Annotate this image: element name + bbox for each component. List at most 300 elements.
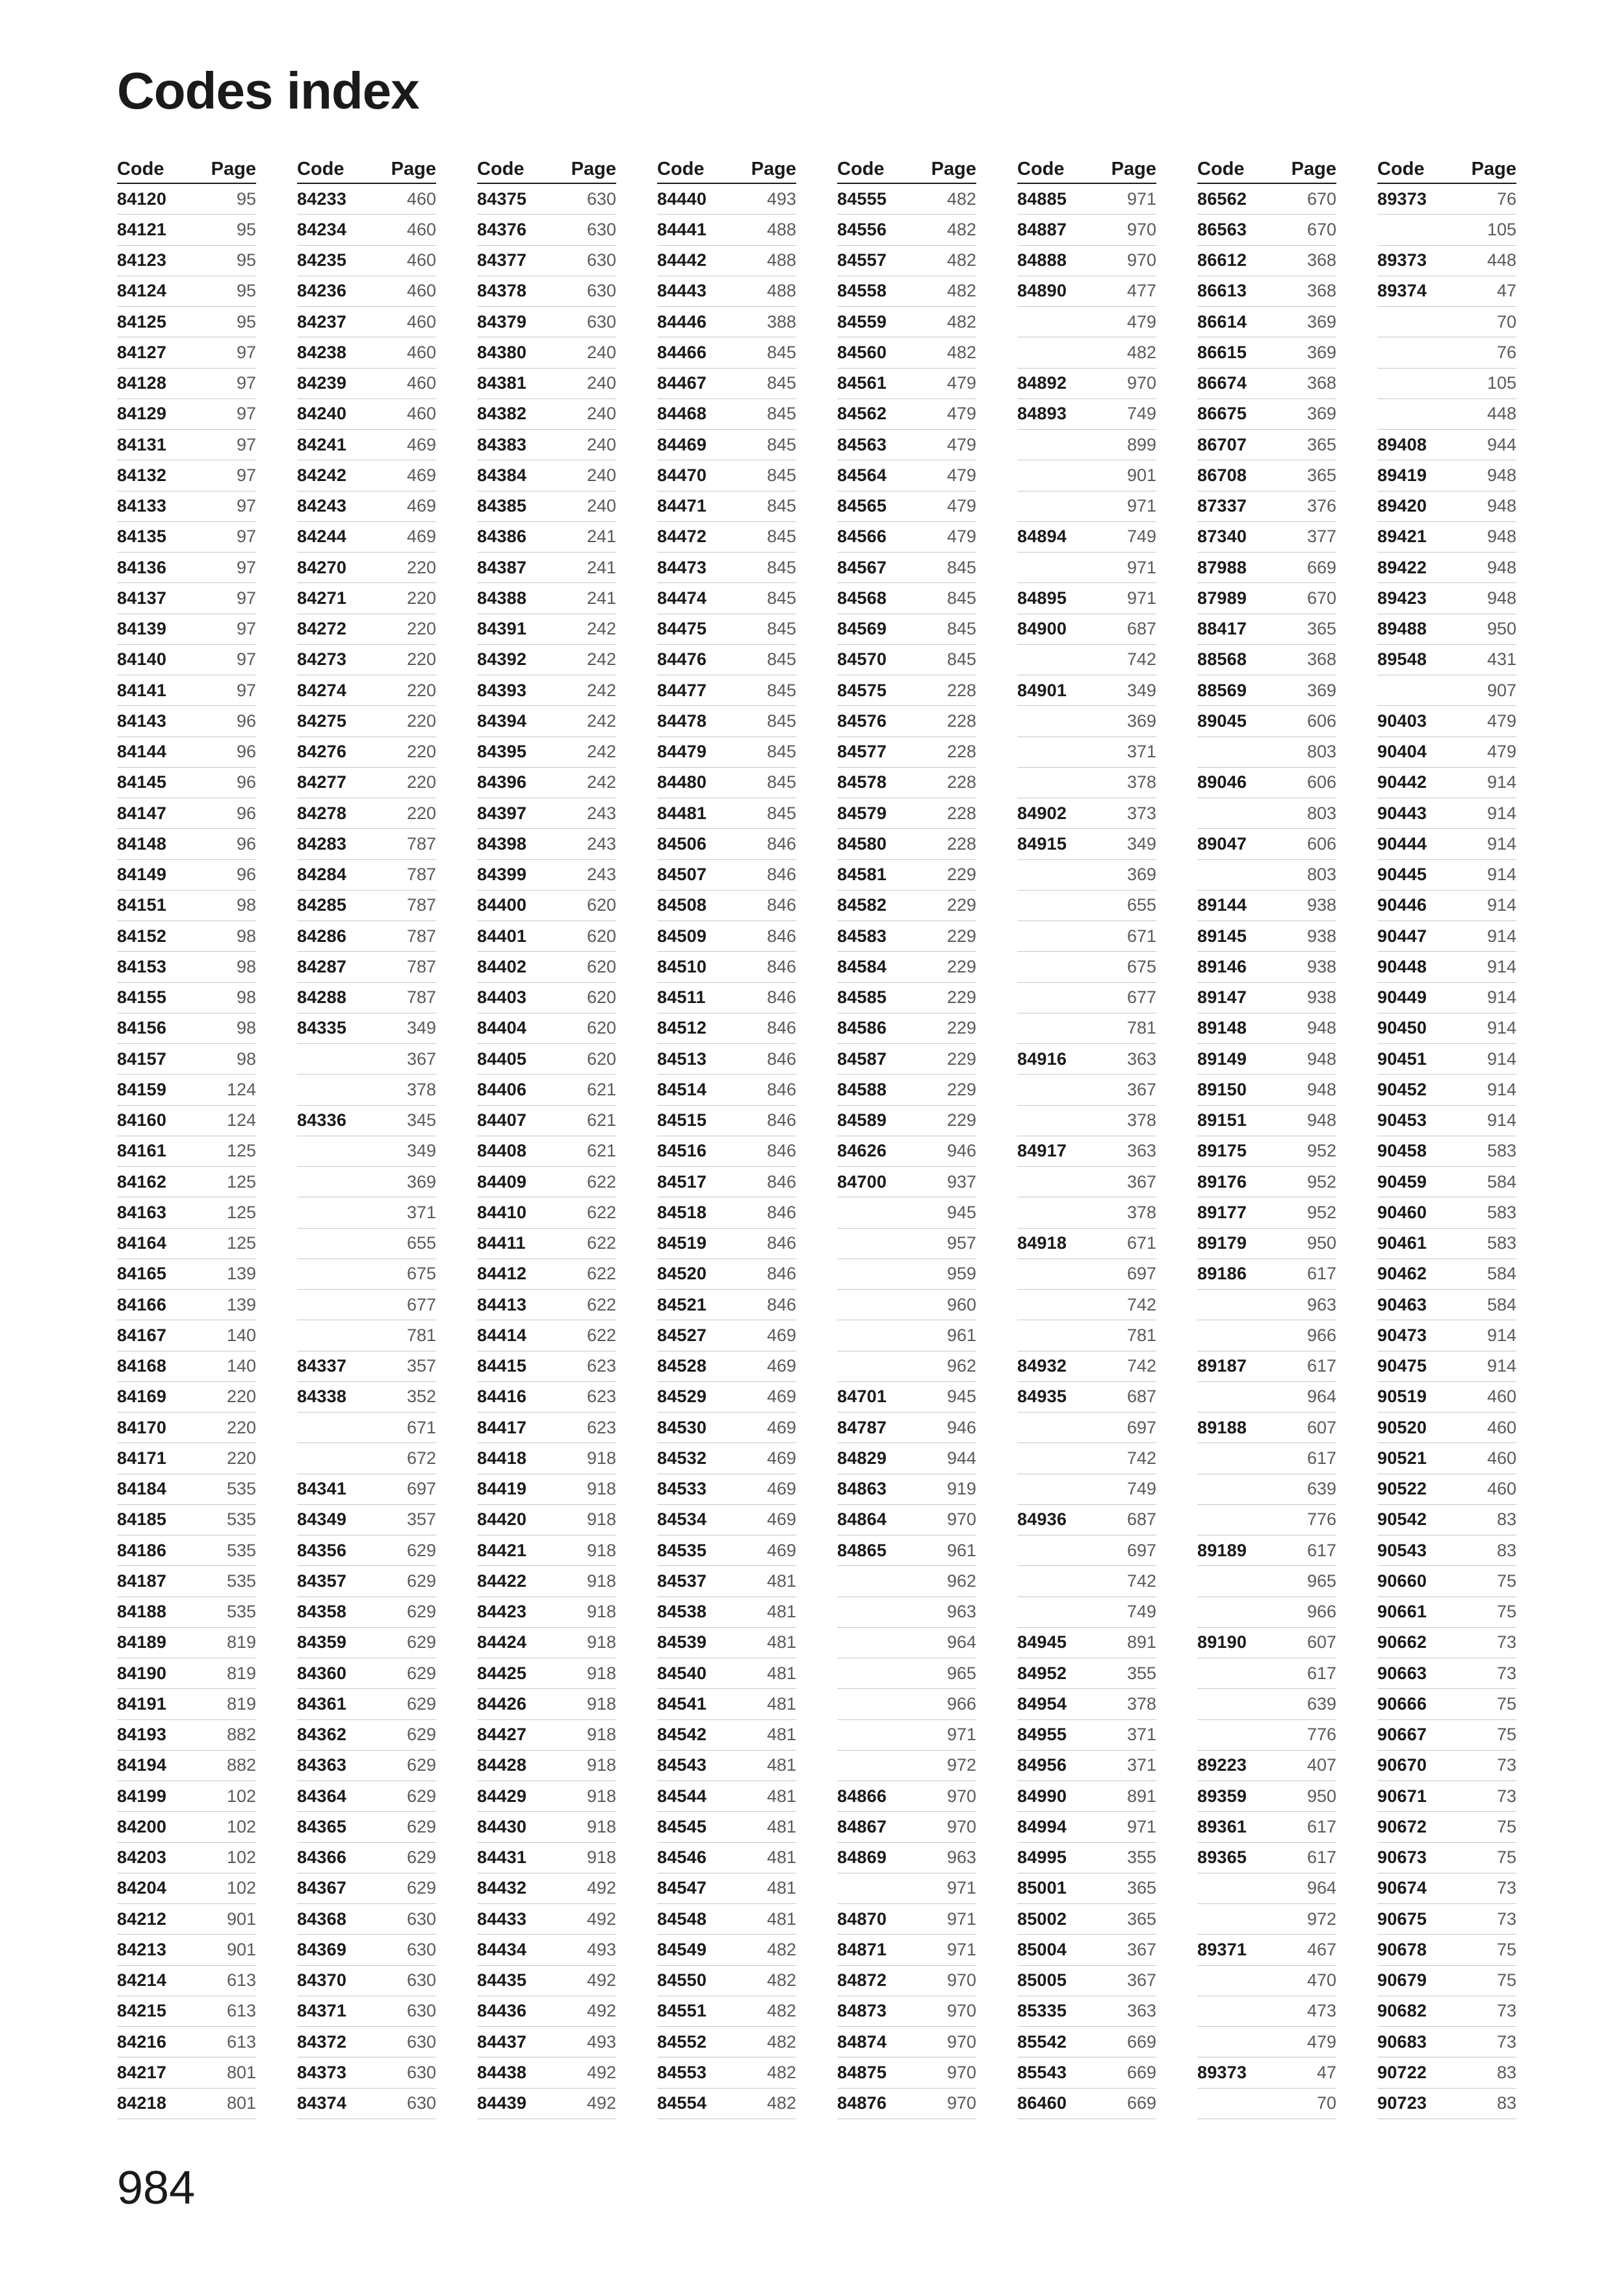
page-cell: 535 — [226, 1571, 256, 1591]
code-cell: 84186 — [117, 1540, 167, 1560]
code-cell: 84372 — [297, 2031, 347, 2052]
table-row — [1377, 1935, 1516, 1965]
page-cell: 240 — [586, 373, 616, 393]
code-cell: 84895 — [1017, 588, 1067, 608]
table-row — [837, 1535, 976, 1566]
page-cell: 971 — [1126, 588, 1156, 608]
table-row — [1017, 1474, 1156, 1505]
code-cell: 90723 — [1377, 2093, 1427, 2113]
code-cell: 84148 — [117, 833, 167, 854]
code-cell: 90520 — [1377, 1417, 1427, 1437]
table-row — [1197, 430, 1336, 460]
table-row — [657, 1720, 796, 1751]
code-cell: 84410 — [477, 1202, 527, 1222]
page-cell: 803 — [1306, 865, 1336, 885]
table-row — [297, 1197, 436, 1228]
page-cell: 125 — [226, 1141, 256, 1161]
table-row — [477, 1843, 616, 1873]
code-cell: 90678 — [1377, 1939, 1427, 1959]
code-cell: 86674 — [1197, 373, 1247, 393]
table-row — [1377, 614, 1516, 645]
table-row — [297, 369, 436, 399]
code-cell: 87337 — [1197, 496, 1247, 516]
table-row — [837, 1720, 976, 1751]
table-row — [297, 1658, 436, 1689]
page-cell: 76 — [1496, 189, 1516, 209]
page-cell: 697 — [406, 1479, 436, 1499]
table-row — [297, 1075, 436, 1105]
page-cell: 460 — [406, 311, 436, 332]
page-cell: 963 — [1306, 1294, 1336, 1314]
table-row — [837, 1320, 976, 1351]
table-row — [117, 1812, 256, 1842]
code-cell: 84153 — [117, 956, 167, 976]
code-cell: 89147 — [1197, 987, 1247, 1008]
table-row — [837, 614, 976, 645]
page-cell: 470 — [1306, 1970, 1336, 1990]
table-row — [1197, 1259, 1336, 1290]
page-cell: 240 — [586, 496, 616, 516]
code-cell: 84149 — [117, 865, 167, 885]
table-row — [657, 921, 796, 952]
table-row — [477, 1290, 616, 1320]
page-cell: 846 — [766, 895, 796, 915]
page-cell: 47 — [1316, 2062, 1336, 2082]
table-row — [1017, 860, 1156, 891]
code-cell: 90522 — [1377, 1479, 1427, 1499]
table-row — [837, 337, 976, 368]
page-cell: 378 — [1126, 1110, 1156, 1130]
table-row — [837, 798, 976, 829]
table-row — [117, 307, 256, 337]
code-cell: 84583 — [837, 926, 887, 946]
table-row — [477, 1167, 616, 1197]
code-cell: 84416 — [477, 1387, 527, 1407]
page-cell: 962 — [946, 1571, 976, 1591]
table-row — [1377, 1658, 1516, 1689]
code-cell: 88568 — [1197, 649, 1247, 670]
page-cell: 469 — [406, 434, 436, 454]
code-cell: 90446 — [1377, 895, 1427, 915]
page-cell: 914 — [1487, 956, 1516, 976]
table-row — [297, 1044, 436, 1075]
code-cell: 89047 — [1197, 833, 1247, 854]
page-cell: 368 — [1306, 649, 1336, 670]
page-cell: 629 — [406, 1847, 436, 1868]
page-cell: 901 — [226, 1939, 256, 1959]
page-cell: 948 — [1306, 1079, 1336, 1099]
table-row — [297, 645, 436, 675]
page-cell: 617 — [1306, 1663, 1336, 1683]
page-cell: 97 — [236, 619, 256, 639]
page-cell: 914 — [1487, 833, 1516, 854]
code-cell: 84213 — [117, 1939, 167, 1959]
table-row — [657, 215, 796, 245]
page-cell: 481 — [766, 1878, 796, 1898]
page-cell: 670 — [1306, 588, 1336, 608]
page-cell: 846 — [766, 956, 796, 976]
code-cell: 84512 — [657, 1018, 707, 1038]
table-row — [1017, 1106, 1156, 1136]
table-row — [477, 1013, 616, 1044]
table-row — [657, 1382, 796, 1413]
page-cell: 431 — [1487, 649, 1516, 670]
table-row — [477, 798, 616, 829]
page-cell: 964 — [946, 1632, 976, 1652]
table-row — [297, 1505, 436, 1535]
page-header: Page — [931, 159, 976, 179]
table-row — [477, 1443, 616, 1474]
table-row — [1377, 1136, 1516, 1167]
page-cell: 469 — [766, 1479, 796, 1499]
page-cell: 535 — [226, 1602, 256, 1622]
table-row — [837, 1505, 976, 1535]
page-cell: 481 — [766, 1786, 796, 1806]
page-cell: 819 — [226, 1663, 256, 1683]
table-row — [1197, 1136, 1336, 1167]
table-row — [1377, 460, 1516, 491]
code-cell: 84701 — [837, 1387, 887, 1407]
table-row — [477, 1413, 616, 1443]
code-cell: 84892 — [1017, 373, 1067, 393]
table-row — [297, 860, 436, 891]
page-cell: 845 — [946, 649, 976, 670]
table-row — [477, 399, 616, 430]
code-cell: 84475 — [657, 619, 707, 639]
page-cell: 481 — [766, 1632, 796, 1652]
page-cell: 493 — [766, 189, 796, 209]
code-cell: 84477 — [657, 680, 707, 700]
code-cell: 84902 — [1017, 803, 1067, 823]
table-row — [1197, 768, 1336, 798]
page-cell: 630 — [586, 189, 616, 209]
table-row — [477, 921, 616, 952]
page-cell: 613 — [226, 1970, 256, 1990]
table-row — [117, 952, 256, 982]
code-cell: 90475 — [1377, 1356, 1427, 1376]
page-cell: 787 — [406, 895, 436, 915]
table-row — [657, 1658, 796, 1689]
code-cell: 84242 — [297, 465, 347, 485]
table-row — [477, 1996, 616, 2027]
table-row — [477, 829, 616, 859]
code-cell: 89373 — [1197, 2062, 1247, 2082]
page-cell: 47 — [1496, 281, 1516, 301]
table-row — [477, 1689, 616, 1719]
page-cell: 482 — [946, 250, 976, 270]
page-cell: 845 — [946, 619, 976, 639]
code-cell: 84829 — [837, 1448, 887, 1468]
table-row — [1017, 737, 1156, 768]
code-cell: 84867 — [837, 1816, 887, 1836]
page-cell: 948 — [1487, 465, 1516, 485]
code-cell: 84541 — [657, 1693, 707, 1714]
code-cell: 84424 — [477, 1632, 527, 1652]
code-cell: 84872 — [837, 1970, 887, 1990]
code-cell: 84131 — [117, 434, 167, 454]
code-cell: 84513 — [657, 1049, 707, 1069]
table-row — [837, 2027, 976, 2057]
page-cell: 229 — [946, 956, 976, 976]
code-cell: 84527 — [657, 1325, 707, 1345]
table-row — [1377, 737, 1516, 768]
table-row — [837, 491, 976, 522]
table-row — [837, 1351, 976, 1382]
page-cell: 901 — [1126, 465, 1156, 485]
code-cell: 84125 — [117, 311, 167, 332]
code-cell: 84421 — [477, 1540, 527, 1560]
table-row — [1197, 307, 1336, 337]
code-cell: 84359 — [297, 1632, 347, 1652]
page-cell: 630 — [406, 2031, 436, 2052]
code-cell: 84566 — [837, 527, 887, 547]
table-row — [1197, 1535, 1336, 1566]
table-row — [1377, 2089, 1516, 2119]
page-cell: 96 — [236, 711, 256, 731]
table-row — [1017, 1996, 1156, 2027]
code-cell: 90661 — [1377, 1602, 1427, 1622]
page-cell: 787 — [406, 987, 436, 1008]
table-row — [837, 829, 976, 859]
table-row — [1017, 1689, 1156, 1719]
code-cell: 89361 — [1197, 1816, 1247, 1836]
page-cell: 369 — [1126, 865, 1156, 885]
table-row — [1197, 1597, 1336, 1628]
table-row — [657, 246, 796, 276]
page-cell: 378 — [1126, 772, 1156, 792]
code-cell: 90543 — [1377, 1540, 1427, 1560]
table-row — [1197, 1720, 1336, 1751]
code-cell: 84557 — [837, 250, 887, 270]
code-cell: 84365 — [297, 1816, 347, 1836]
table-row — [117, 1904, 256, 1935]
table-row — [837, 1413, 976, 1443]
table-row — [297, 1413, 436, 1443]
code-cell: 84514 — [657, 1079, 707, 1099]
table-row — [1377, 1167, 1516, 1197]
code-cell: 84152 — [117, 926, 167, 946]
code-cell: 90662 — [1377, 1632, 1427, 1652]
code-cell: 84240 — [297, 404, 347, 424]
code-cell: 84537 — [657, 1571, 707, 1591]
code-header: Code — [1197, 159, 1245, 179]
table-row — [477, 1628, 616, 1658]
table-row — [1377, 337, 1516, 368]
table-row — [297, 1351, 436, 1382]
page-cell: 243 — [586, 865, 616, 885]
page-cell: 675 — [1126, 956, 1156, 976]
code-cell: 89189 — [1197, 1540, 1247, 1560]
code-cell: 84374 — [297, 2093, 347, 2113]
page-cell: 349 — [1126, 680, 1156, 700]
table-row — [477, 2027, 616, 2057]
page-cell: 369 — [1306, 342, 1336, 362]
code-cell: 84190 — [117, 1663, 167, 1683]
page-cell: 96 — [236, 865, 256, 885]
table-row — [117, 215, 256, 245]
column-header — [837, 158, 976, 184]
code-cell: 84383 — [477, 434, 527, 454]
code-cell: 84575 — [837, 680, 887, 700]
code-cell: 84415 — [477, 1356, 527, 1376]
table-row — [1197, 491, 1336, 522]
code-cell: 84191 — [117, 1693, 167, 1714]
table-row — [657, 829, 796, 859]
table-row — [297, 2057, 436, 2088]
code-cell: 90673 — [1377, 1847, 1427, 1868]
page-header: Page — [1111, 159, 1156, 179]
page-cell: 460 — [406, 189, 436, 209]
page-cell: 671 — [1126, 926, 1156, 946]
table-row — [657, 1505, 796, 1535]
code-cell: 84157 — [117, 1049, 167, 1069]
table-row — [1197, 1443, 1336, 1474]
code-cell: 84568 — [837, 588, 887, 608]
page-cell: 959 — [946, 1264, 976, 1284]
code-cell: 90683 — [1377, 2031, 1427, 2052]
table-row — [477, 522, 616, 553]
table-row — [1197, 1658, 1336, 1689]
table-row — [657, 1781, 796, 1812]
table-row — [117, 2057, 256, 2088]
page-cell: 460 — [406, 250, 436, 270]
page-header: Page — [391, 159, 436, 179]
page-cell: 83 — [1496, 1509, 1516, 1530]
code-cell: 89373 — [1377, 250, 1427, 270]
table-row — [297, 2027, 436, 2057]
page-cell: 617 — [1306, 1847, 1336, 1868]
code-cell: 84533 — [657, 1479, 707, 1499]
page-cell: 622 — [586, 1294, 616, 1314]
table-row — [477, 1075, 616, 1105]
table-row — [117, 1106, 256, 1136]
code-cell: 84885 — [1017, 189, 1067, 209]
page-cell: 961 — [946, 1325, 976, 1345]
page-cell: 629 — [406, 1755, 436, 1775]
table-row — [1197, 2089, 1336, 2119]
page-cell: 846 — [766, 1018, 796, 1038]
page-cell: 948 — [1487, 527, 1516, 547]
page-cell: 229 — [946, 865, 976, 885]
page-cell: 606 — [1306, 711, 1336, 731]
table-row — [657, 860, 796, 891]
page-cell: 481 — [766, 1725, 796, 1745]
page-cell: 448 — [1487, 404, 1516, 424]
table-row — [1197, 1781, 1336, 1812]
code-cell: 84474 — [657, 588, 707, 608]
page-cell: 479 — [1487, 742, 1516, 762]
page-cell: 845 — [946, 557, 976, 577]
page-cell: 460 — [1487, 1387, 1516, 1407]
page-cell: 243 — [586, 803, 616, 823]
page-cell: 907 — [1487, 680, 1516, 700]
table-row — [477, 246, 616, 276]
page-cell: 918 — [586, 1755, 616, 1775]
page-cell: 622 — [586, 1202, 616, 1222]
code-cell: 84423 — [477, 1602, 527, 1622]
page-cell: 369 — [1306, 404, 1336, 424]
page-cell: 220 — [406, 557, 436, 577]
page-cell: 469 — [766, 1448, 796, 1468]
code-cell: 84385 — [477, 496, 527, 516]
code-cell: 84890 — [1017, 281, 1067, 301]
code-cell: 84581 — [837, 865, 887, 885]
code-cell: 84393 — [477, 680, 527, 700]
table-row — [297, 737, 436, 768]
code-cell: 84470 — [657, 465, 707, 485]
page-cell: 228 — [946, 680, 976, 700]
code-cell: 86615 — [1197, 342, 1247, 362]
page-cell: 229 — [946, 1018, 976, 1038]
page-cell: 899 — [1126, 434, 1156, 454]
table-row — [477, 891, 616, 921]
code-cell: 84270 — [297, 557, 347, 577]
page-cell: 630 — [406, 2093, 436, 2113]
table-row — [297, 614, 436, 645]
code-cell: 84569 — [837, 619, 887, 639]
code-cell: 89146 — [1197, 956, 1247, 976]
code-cell: 84428 — [477, 1755, 527, 1775]
table-row — [117, 491, 256, 522]
page-cell: 948 — [1306, 1018, 1336, 1038]
table-row — [1377, 184, 1516, 215]
page-cell: 479 — [946, 373, 976, 393]
page-cell: 971 — [1126, 557, 1156, 577]
code-cell: 84272 — [297, 619, 347, 639]
table-row — [1197, 1812, 1336, 1842]
code-cell: 84135 — [117, 527, 167, 547]
page-cell: 469 — [766, 1540, 796, 1560]
table-row — [1197, 553, 1336, 583]
code-cell: 84214 — [117, 1970, 167, 1990]
code-cell: 84216 — [117, 2031, 167, 2052]
page-cell: 846 — [766, 865, 796, 885]
code-cell: 84506 — [657, 833, 707, 854]
table-row — [297, 1689, 436, 1719]
code-cell: 84442 — [657, 250, 707, 270]
code-cell: 84545 — [657, 1816, 707, 1836]
table-row — [1017, 1873, 1156, 1904]
table-row — [477, 675, 616, 706]
code-cell: 84528 — [657, 1356, 707, 1376]
table-row — [1377, 829, 1516, 859]
page-cell: 948 — [1487, 496, 1516, 516]
table-row — [657, 583, 796, 614]
table-row — [837, 307, 976, 337]
page-cell: 620 — [586, 1049, 616, 1069]
table-row — [1377, 1904, 1516, 1935]
index-column — [837, 158, 976, 2119]
table-row — [297, 1290, 436, 1320]
table-row — [1197, 184, 1336, 215]
page-cell: 220 — [226, 1387, 256, 1407]
code-cell: 84395 — [477, 742, 527, 762]
code-cell: 84233 — [297, 189, 347, 209]
code-cell: 84955 — [1017, 1725, 1067, 1745]
table-row — [837, 1259, 976, 1290]
page-cell: 584 — [1487, 1171, 1516, 1192]
table-row — [657, 706, 796, 737]
code-cell: 84127 — [117, 342, 167, 362]
page-cell: 613 — [226, 2031, 256, 2052]
page-cell: 367 — [1126, 1079, 1156, 1099]
table-row — [1377, 307, 1516, 337]
code-cell: 84341 — [297, 1479, 347, 1499]
page-cell: 98 — [236, 956, 256, 976]
page-cell: 938 — [1306, 956, 1336, 976]
code-cell: 84165 — [117, 1264, 167, 1284]
code-cell: 90660 — [1377, 1571, 1427, 1591]
